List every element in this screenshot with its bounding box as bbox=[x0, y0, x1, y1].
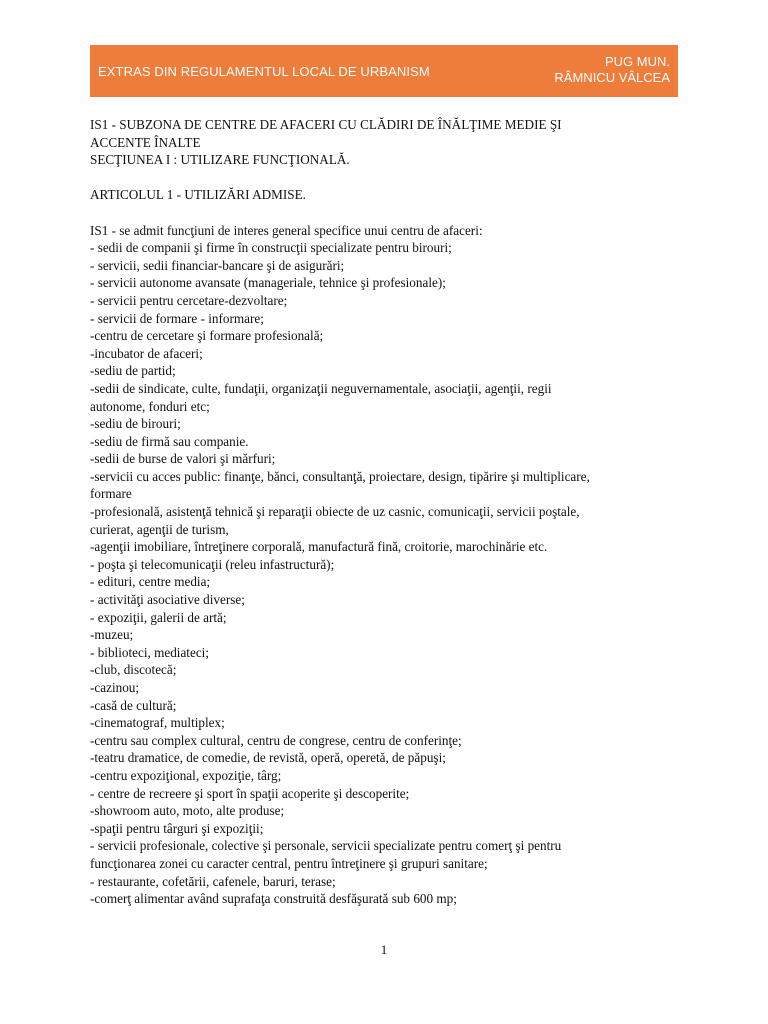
section-heading-line2: ACCENTE ÎNALTE bbox=[90, 134, 201, 150]
list-item: - servicii profesionale, colective şi personale, servicii specializate pentru comerţ şi pentru bbox=[90, 838, 562, 854]
list-item: -casă de cultură; bbox=[90, 697, 177, 713]
list-item: -sediu de partid; bbox=[90, 363, 176, 379]
section-subheading: SECŢIUNEA I : UTILIZARE FUNCŢIONALĂ. bbox=[90, 152, 350, 168]
list-item: -sedii de sindicate, culte, fundaţii, organizaţii neguvernamentale, asociaţii, agenţii, regii bbox=[90, 380, 552, 396]
list-item: -sediu de firmă sau companie. bbox=[90, 433, 249, 449]
list-item: - sedii de companii şi firme în construcţii specializate pentru birouri; bbox=[90, 240, 452, 256]
list-item: curierat, agenţii de turism, bbox=[90, 521, 229, 537]
list-item: -spaţii pentru târguri şi expoziţii; bbox=[90, 820, 264, 836]
list-item: -cazinou; bbox=[90, 680, 140, 695]
list-item: autonome, fonduri etc; bbox=[90, 398, 210, 414]
page-number: 1 bbox=[380, 942, 388, 957]
list-item: - centre de recreere şi sport în spaţii acoperite şi descoperite; bbox=[90, 785, 410, 801]
document-body bbox=[90, 116, 680, 908]
list-item: formare bbox=[90, 486, 132, 502]
list-item: - servicii pentru cercetare-dezvoltare; bbox=[90, 292, 288, 308]
header-location-line1: PUG MUN. bbox=[605, 54, 670, 69]
article-title: ARTICOLUL 1 - UTILIZĂRI ADMISE. bbox=[90, 187, 306, 203]
list-item: -profesională, asistenţă tehnică şi reparaţii obiecte de uz casnic, comunicaţii, servicii poştale, bbox=[90, 504, 580, 520]
list-item: -sedii de burse de valori şi mărfuri; bbox=[90, 451, 276, 467]
header-title: EXTRAS DIN REGULAMENTUL LOCAL DE URBANISM bbox=[98, 64, 430, 79]
list-item: - servicii autonome avansate (manageriale, tehnice şi profesionale); bbox=[90, 275, 446, 291]
list-item: -centru sau complex cultural, centru de congrese, centru de conferinţe; bbox=[90, 732, 462, 748]
list-item: -muzeu; bbox=[90, 627, 134, 643]
list-item: - servicii de formare - informare; bbox=[90, 310, 264, 326]
usage-list bbox=[90, 239, 680, 908]
list-item: -showroom auto, moto, alte produse; bbox=[90, 803, 285, 819]
list-item: - servicii, sedii financiar-bancare şi de asigurări; bbox=[90, 257, 345, 273]
list-item: -servicii cu acces public: finanţe, bănci, consultanţă, proiectare, design, tipărire şi multiplicare, bbox=[90, 468, 590, 484]
list-item: -incubator de afaceri; bbox=[90, 345, 203, 361]
list-item: funcţionarea zonei cu caracter central, pentru întreţinere şi grupuri sanitare; bbox=[90, 855, 488, 871]
document-header bbox=[90, 45, 678, 97]
list-item: -teatru dramatice, de comedie, de revistă, operă, operetă, de păpuşi; bbox=[90, 750, 446, 766]
header-location-line2: RÂMNICU VÂLCEA bbox=[554, 70, 670, 85]
section-heading-line1: IS1 - SUBZONA DE CENTRE DE AFACERI CU CLĂDIRI DE ÎNĂLŢIME MEDIE ŞI bbox=[90, 117, 562, 132]
list-item: - expoziţii, galerii de artă; bbox=[90, 609, 227, 625]
list-item: -sediu de birouri; bbox=[90, 416, 181, 432]
list-item: - restaurante, cofetării, cafenele, baruri, terase; bbox=[90, 873, 336, 889]
list-item: - poşta şi telecomunicaţii (releu infastructură); bbox=[90, 556, 335, 572]
intro-text: IS1 - se admit funcţiuni de interes general specifice unui centru de afaceri: bbox=[90, 222, 483, 238]
list-item: -club, discotecă; bbox=[90, 662, 177, 678]
list-item: - edituri, centre media; bbox=[90, 574, 211, 590]
header-location bbox=[554, 54, 670, 86]
list-item: - biblioteci, mediateci; bbox=[90, 644, 210, 660]
list-item: -cinematograf, multiplex; bbox=[90, 715, 225, 731]
list-item: -comerţ alimentar având suprafaţa construită desfăşurată sub 600 mp; bbox=[90, 891, 457, 907]
list-item: -centru de cercetare şi formare profesională; bbox=[90, 328, 324, 344]
list-item: -centru expoziţional, expoziţie, târg; bbox=[90, 767, 282, 783]
list-item: - activităţi asociative diverse; bbox=[90, 592, 245, 608]
list-item: -agenţii imobiliare, întreţinere corporală, manufactură fină, croitorie, marochinărie etc. bbox=[90, 539, 548, 555]
